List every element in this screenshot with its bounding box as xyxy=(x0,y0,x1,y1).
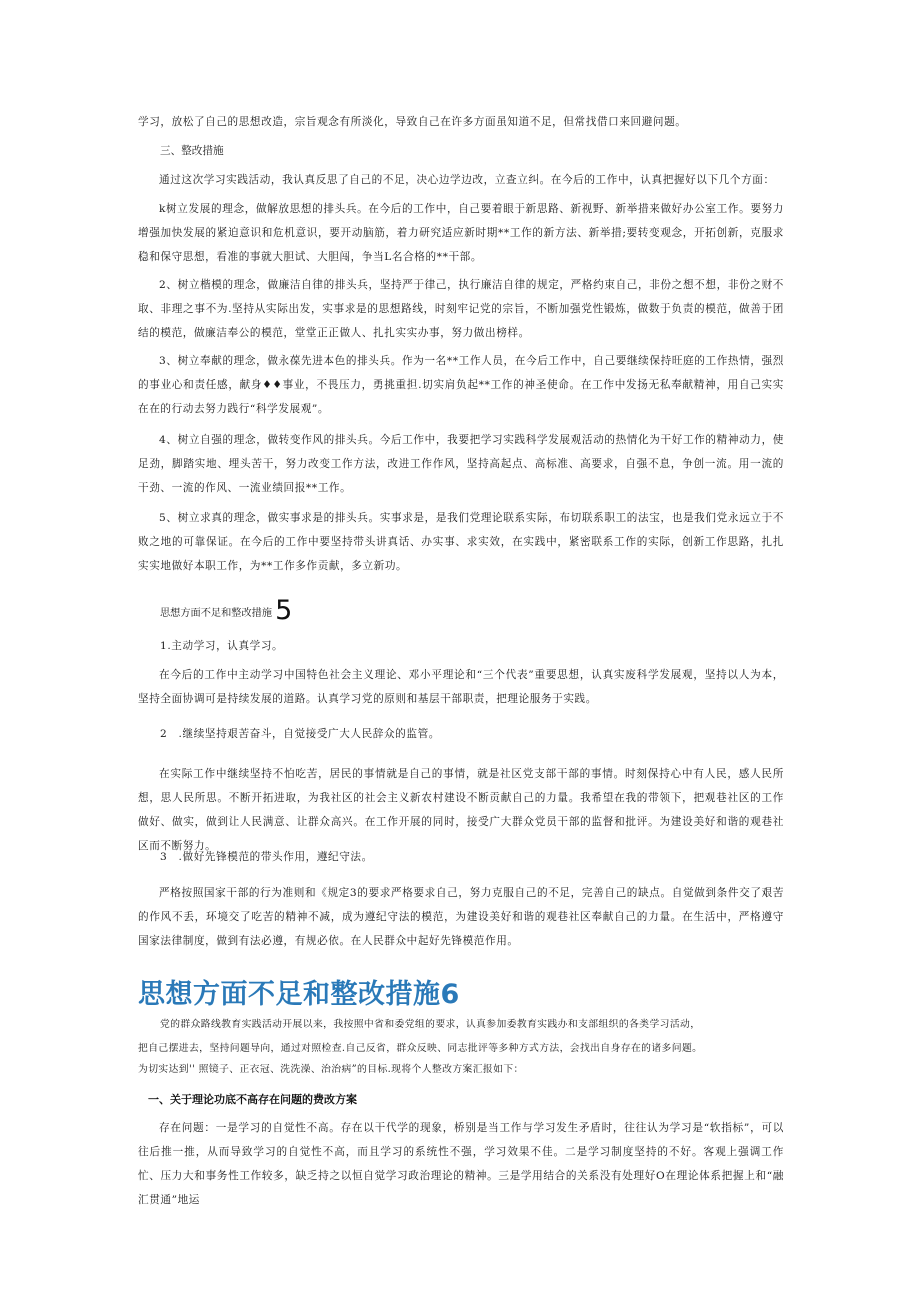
section-heading-5-number: 5 xyxy=(275,595,293,626)
point-2-heading: 2 .继续坚持艰苦奋斗，自觉接受广大人民辞众的监管。 xyxy=(160,728,440,740)
paragraph-6a: 党的群众路线教育实践活动开展以来，我按照中省和委党组的要求，认真参加委教育实践办和支部组织的各类学习活动， xyxy=(160,1019,701,1030)
paragraph-item-4: 4、树立自强的理念，做转变作风的排头兵。今后工作中，我要把学习实践科学发展观活动的热情化为干好工作的精神动力，使足劲，脚踏实地、埋头苦干，努力改变工作方法，改进工作作风，坚持高起点、高标准、高要求，自强不息，争创一流。用一流的干劲、一流的作风、一流业绩回报**工作。 xyxy=(138,434,784,494)
paragraph-item-1: k树立发展的理念，做解放思想的排头兵。在今后的工作中，自己要着眼于新思路、新视野、新举措来做好办公室工作。要努力增强加快发展的紧迫意识和危机意识，要开动脑筋，着力研究适应新时期**工作的新方法、新举措;要转变观念，开拓创新，克服求稳和保守思想，看准的事就大胆试、大胆闯，争当L名合格的**干部。 xyxy=(138,203,784,263)
point-3-heading: 3 .做好先锋模范的带头作用，遵纪守法。 xyxy=(160,851,373,863)
point-2-body: 在实际工作中继续坚持不怕吃苦，居民的事情就是自己的事情，就是社区党支部干部的事情。时刻保持心中有人民，感人民所想，思人民所思。不断开拓进取，为我社区的社会主义新农村建设不断贡献自己的力量。我希望在我的带领下，把观巷社区的工作做好、做实，做到让人民满意、让群众高兴。在工作开展的同时，接受广大群众党员干部的监督和批评。为建设美好和谐的观巷社区而不断努力。 xyxy=(138,768,784,852)
section-heading-3: 三、整改措施 xyxy=(160,145,224,157)
study-heading: 1.主动学习，认真学习。 xyxy=(160,640,284,652)
paragraph-item-2: 2、树立楷模的理念，做廉洁自律的排头兵，坚持严于律己，执行廉洁自律的规定，严格约束自己，非份之想不想，非份之财不取、非理之事不为.坚持从实际出发，实事求是的思想路线，时刻牢记党的宗旨，不断加强党性锻炼，做数于负责的模范，做善于团结的模范，做廉洁奉公的模范，堂堂正正做人、扎扎实实办事，努力做出榜样。 xyxy=(138,279,784,339)
section-heading-5-text: 思想方面不足和整改措施 xyxy=(160,608,273,619)
paragraph-6b: 把自己摆进去，坚持问题导向，通过对照检查.自己反省，群众反映、同志批评等多种方式方法，会找出自身存在的诸多问题。 xyxy=(138,1043,703,1054)
paragraph-item-3: 3、树立奉献的理念，做永葆先进本色的排头兵。作为一名**工作人员，在今后工作中，自己要继续保持旺庭的工作热情，强烈的事业心和责任感，献身♦♦事业，不畏压力，勇挑重担.切实肩负起**工作的神圣使命。在工作中发扬无私奉献精神，用自己实实在在的行动去努力践行“科学发展观”。 xyxy=(138,355,784,415)
point-3-body: 严格按照国家干部的行为准则和《规定3的要求严格要求自己，努力克服自己的不足，完善自己的缺点。自觉做到条件交了艰苦的作风不丢，环境交了吃苦的精神不减，成为遵纪守法的模范，为建设美好和谐的观巷社区奉献自己的力量。在生活中，严格遵守国家法律制度，做到有法必遵，有规必依。在人民群众中起好先锋模范作用。 xyxy=(138,887,784,947)
paragraph-intro: 学习，放松了自己的思想改造，宗旨观念有所淡化，导致自己在许多方面虽知道不足，但常找借口来回避问题。 xyxy=(138,116,687,128)
sub-heading-6-1: 一、关于理论功底不高存在问题的费改方案 xyxy=(148,1093,357,1106)
paragraph-through: 通过这次学习实践活动，我认真反思了自己的不足，决心边学边改，立查立纠。在今后的工作中，认真把握好以下几个方面： xyxy=(159,174,775,186)
paragraph-6c: 为切实达到'' 照镜子、正衣冠、洗洗澡、治治病”的目标.现将个人整改方案汇报如下： xyxy=(138,1064,524,1075)
document-title-6: 思想方面不足和整改措施6 xyxy=(138,979,460,1010)
section-heading-5 xyxy=(160,595,560,627)
paragraph-item-5: 5、树立求真的理念，做实事求是的排头兵。实事求是，是我们党理论联系实际，布切联系职工的法宝，也是我们党永远立于不败之地的可靠保证。在今后的工作中要坚持带头讲真话、办实事、求实效，在实践中，紧密联系工作的实际，创新工作思路，扎扎实实地做好本职工作，为**工作多作贡献，多立新功。 xyxy=(138,512,784,572)
paragraph-exist: 存在问题：一是学习的自觉性不高。存在以干代学的现象，桥别是当工作与学习发生矛盾时，往往认为学习是“软指标”，可以往后推一推，从而导致学习的自觉性不高，而且学习的系统性不强，学习效果不佳。二是学习制度坚持的不好。客观上强调工作忙、压力大和事务性工作较多，缺乏持之以恒自觉学习政治理论的精神。三是学用结合的关系没有处理好O在理论体系把握上和“融汇贯通”地运 xyxy=(138,1122,784,1206)
study-body: 在今后的工作中主动学习中国特色社会主义理论、邓小平理论和“三个代表”重要思想，认真实废科学发展观，坚持以人为本，坚持全面协调可是持续发展的道路。认真学习党的原则和基层干部职责，把理论服务于实践。 xyxy=(138,669,784,705)
